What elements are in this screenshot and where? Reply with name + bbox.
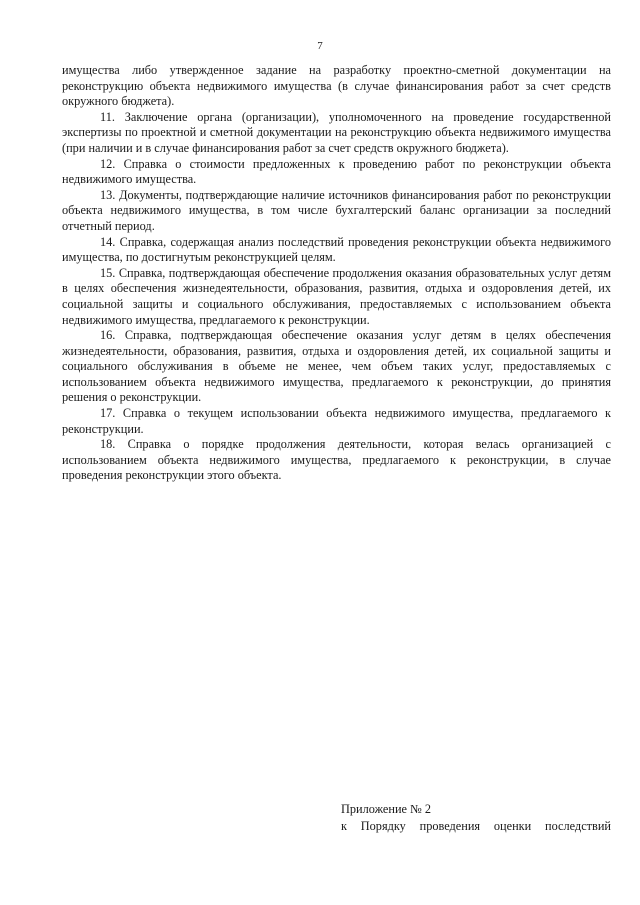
document-body	[62, 63, 611, 484]
paragraph-12: 12. Справка о стоимости предложенных к проведению работ по реконструкции объекта недвижимого имущества.	[62, 156, 611, 187]
paragraph-16: 16. Справка, подтверждающая обеспечение оказания услуг детям в целях обеспечения жизнедеятельности, образования, развития, отдыха и оздоровления детей, их социальной защиты и социального обслуживания в объеме не менее, чем объем таких услуг, предоставляемых с использованием объекта недвижимого имущества, предлагаемого к реконструкции, до принятия решения о реконструкции.	[62, 328, 611, 405]
appendix-subtitle: к Порядку проведения оценки последствий	[341, 819, 611, 833]
page-number: 7	[317, 40, 323, 52]
paragraph-14: 14. Справка, содержащая анализ последствий проведения реконструкции объекта недвижимого имущества, по достигнутым реконструкцией целям.	[62, 234, 611, 265]
paragraph-15: 15. Справка, подтверждающая обеспечение продолжения оказания образовательных услуг детям в целях обеспечения жизнедеятельности, образования, развития, отдыха и оздоровления детей, их социальной защиты и социального обслуживания, предоставляемых с использованием объекта недвижимого имущества, предлагаемого к реконструкции.	[62, 265, 611, 327]
appendix-title: Приложение № 2	[341, 802, 432, 816]
paragraph-13: 13. Документы, подтверждающие наличие источников финансирования работ по реконструкции объекта недвижимого имущества, в том числе бухгалтерский баланс организации за последний отчетный период.	[62, 187, 611, 233]
paragraph-continuation: имущества либо утвержденное задание на разработку проектно-сметной документации на реконструкцию объекта недвижимого имущества (в случае финансирования работ за счет средств окружного бюджета).	[62, 63, 611, 109]
appendix-header	[341, 801, 611, 835]
paragraph-11: 11. Заключение органа (организации), уполномоченного на проведение государственной экспертизы по проектной и сметной документации на реконструкцию объекта недвижимого имущества (при наличии и в случае финансирования работ за счет средств окружного бюджета).	[62, 109, 611, 155]
paragraph-17: 17. Справка о текущем использовании объекта недвижимого имущества, предлагаемого к реконструкции.	[62, 406, 611, 436]
paragraph-18: 18. Справка о порядке продолжения деятельности, которая велась организацией с использованием объекта недвижимого имущества, предлагаемого к реконструкции, в случае проведения реконструкции этого объекта.	[62, 437, 611, 483]
